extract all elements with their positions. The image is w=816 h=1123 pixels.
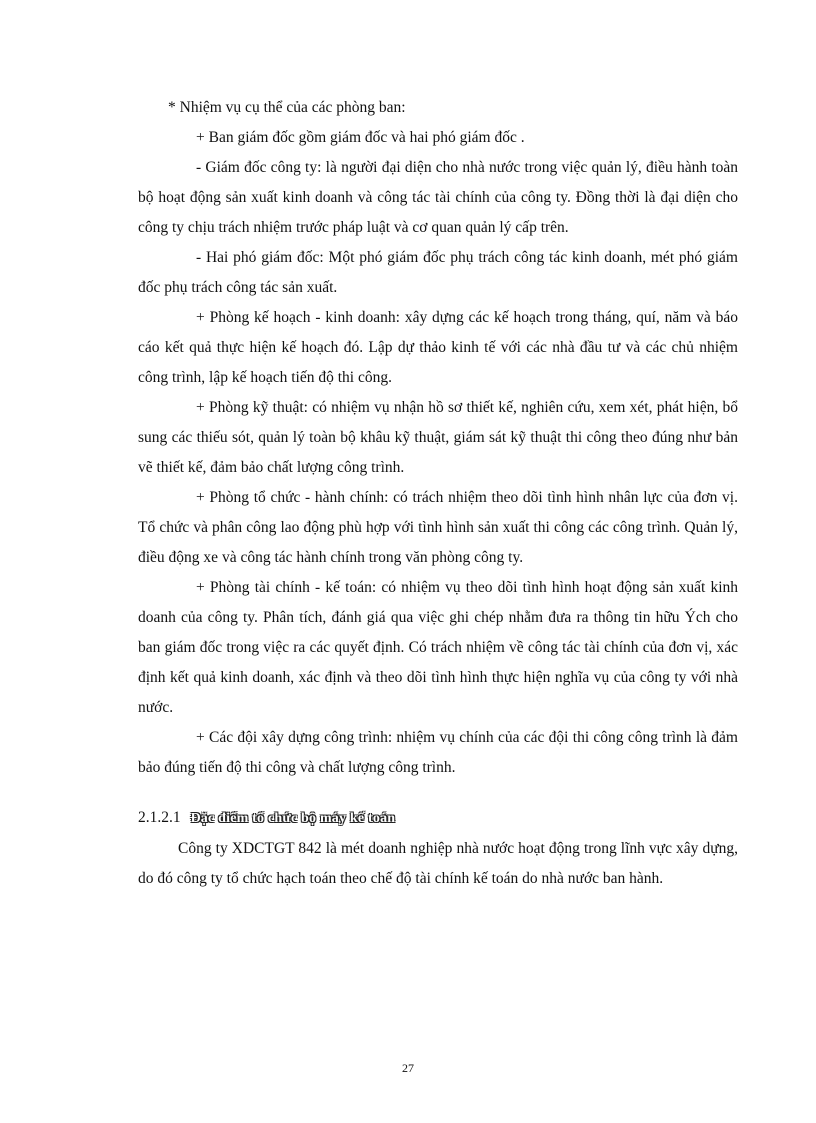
section-number: 2.1.2.1 [138,809,181,826]
paragraph-planning-dept: + Phòng kế hoạch - kinh doanh: xây dựng các kế hoạch trong tháng, quí, năm và báo cáo kết quả thực hiện kế hoạch đó. Lập dự thảo kinh tế với các nhà đầu tư và các chủ nhiệm công trình, lập kế hoạch tiến độ thi công. [138,309,738,386]
paragraph-admin-dept: + Phòng tổ chức - hành chính: có trách nhiệm theo dõi tình hình nhân lực của đơn vị. Tổ chức và phân công lao động phù hợp với tình hình sản xuất thi công các công trình. Quản lý, điều động xe và công tác hành chính trong văn phòng công ty. [138,489,738,566]
paragraph-construction-teams: + Các đội xây dựng công trình: nhiệm vụ chính của các đội thi công công trình là đảm bảo đúng tiến độ thi công và chất lượng công trình. [138,729,738,776]
section-body: Công ty XDCTGT 842 là mét doanh nghiệp nhà nước hoạt động trong lĩnh vực xây dựng, do đó công ty tổ chức hạch toán theo chế độ tài chính kế toán do nhà nước ban hành. [138,840,738,887]
paragraph-board: + Ban giám đốc gồm giám đốc và hai phó giám đốc . [196,129,525,146]
paragraph-deputy-directors: - Hai phó giám đốc: Một phó giám đốc phụ trách công tác kinh doanh, mét phó giám đốc phụ trách công tác sản xuất. [138,249,738,296]
tasks-heading: * Nhiệm vụ cụ thể của các phòng ban: [168,99,406,116]
section-title: Đặc điểm tổ chức bộ máy kế toán [190,811,396,826]
paragraph-director: - Giám đốc công ty: là người đại diện cho nhà nước trong việc quản lý, điều hành toàn bộ hoạt động sản xuất kinh doanh và công tác tài chính của công ty. Đồng thời là đại diện cho công ty chịu trách nhiệm trước pháp luật và cơ quan quản lý cấp trên. [138,159,738,236]
paragraph-finance-dept: + Phòng tài chính - kế toán: có nhiệm vụ theo dõi tình hình hoạt động sản xuất kinh doanh của công ty. Phân tích, đánh giá qua việc ghi chép nhằm đưa ra thông tin hữu Ých cho ban giám đốc trong việc ra các quyết định. Có trách nhiệm về công tác tài chính của đơn vị, xác định kết quả kinh doanh, xác định và theo dõi tình hình thực hiện nghĩa vụ của công ty với nhà nước. [138,579,738,716]
page-content [138,93,738,894]
paragraph-technical-dept: + Phòng kỹ thuật: có nhiệm vụ nhận hồ sơ thiết kế, nghiên cứu, xem xét, phát hiện, bổ sung các thiếu sót, quản lý toàn bộ khâu kỹ thuật, giám sát kỹ thuật thi công theo đúng như bản vẽ thiết kế, đảm bảo chất lượng công trình. [138,399,738,476]
section-heading [138,803,738,834]
page-number: 27 [402,1061,414,1075]
